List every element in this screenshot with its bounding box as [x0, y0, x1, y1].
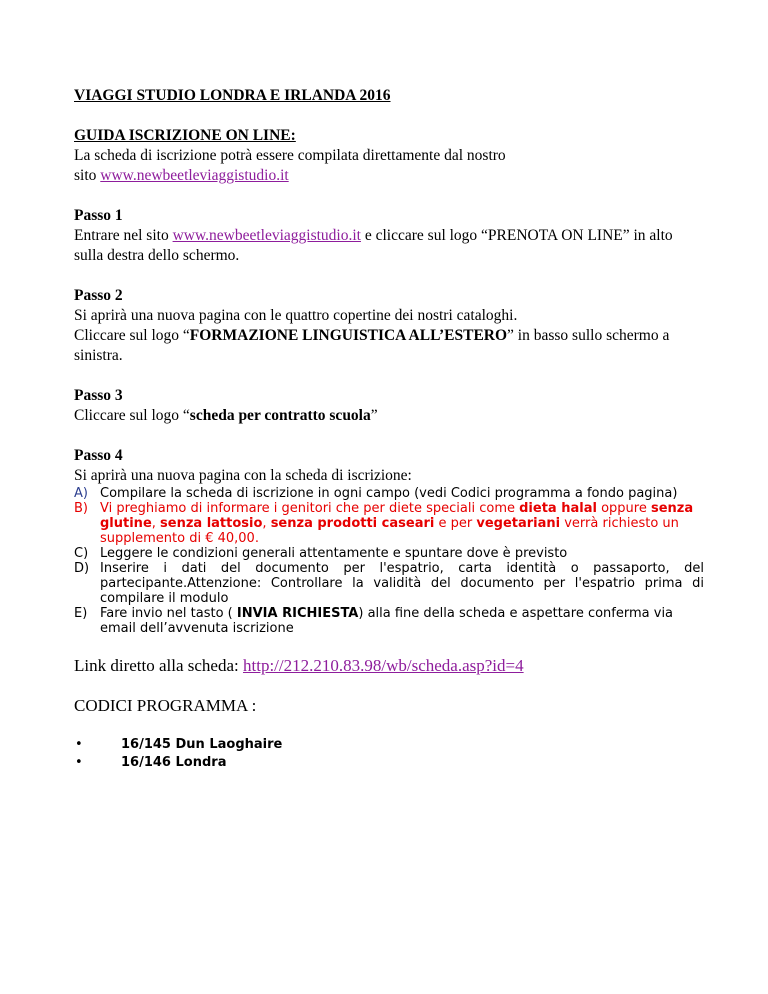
- step-4-intro: Si aprirà una nuova pagina con la scheda di iscrizione:: [74, 467, 412, 484]
- step-3: [74, 386, 704, 426]
- b-text-6: verrà richiesto un supplemento di € 40,00.: [100, 516, 679, 546]
- guide-section: [74, 126, 704, 186]
- step-4-heading: Passo 4: [74, 447, 123, 464]
- list-text-a: Compilare la scheda di iscrizione in ogni campo (vedi Codici programma a fondo pagina): [100, 486, 678, 501]
- list-marker-e: E): [74, 606, 88, 621]
- list-marker-d: D): [74, 561, 90, 576]
- list-text-e: [100, 606, 704, 636]
- step-2: [74, 286, 704, 366]
- e-text-2: ) alla fine della scheda e aspettare conferma via email dell’avvenuta iscrizione: [100, 606, 674, 636]
- list-text-c: Leggere le condizioni generali attentamente e spuntare dove è previsto: [100, 546, 568, 561]
- step-3-suffix: ”: [370, 407, 378, 424]
- document-page: [74, 86, 704, 772]
- list-item-d: [74, 561, 704, 606]
- site-link[interactable]: www.newbeetleviaggistudio.it: [100, 167, 289, 184]
- list-marker-c: C): [74, 546, 89, 561]
- b-text-4: ,: [262, 516, 271, 531]
- guide-line-2-prefix: sito: [74, 167, 101, 184]
- step-2-line-2: [74, 326, 704, 366]
- code-text: 16/146 Londra: [121, 755, 227, 770]
- step-2-suffix: ” in basso sullo schermo a sinistra.: [74, 327, 670, 364]
- codes-heading: CODICI PROGRAMMA :: [74, 696, 257, 715]
- direct-link-line: [74, 656, 704, 676]
- step-1-suffix: e cliccare sul logo “PRENOTA ON LINE” in alto sulla destra dello schermo.: [74, 227, 673, 264]
- b-bold-1: dieta halal: [519, 501, 597, 516]
- step-1-text: [74, 226, 704, 266]
- step-2-line-1: Si aprirà una nuova pagina con le quattro copertine dei nostri cataloghi.: [74, 307, 518, 324]
- step-1-site-link[interactable]: www.newbeetleviaggistudio.it: [172, 227, 361, 244]
- code-item: [74, 754, 704, 772]
- step-4: [74, 446, 704, 636]
- list-item-e: [74, 606, 704, 636]
- e-bold: INVIA RICHIESTA: [236, 606, 359, 621]
- document-title: VIAGGI STUDIO LONDRA E IRLANDA 2016: [74, 87, 391, 104]
- b-text-2: oppure: [596, 501, 651, 516]
- b-text-3: ,: [151, 516, 161, 531]
- b-bold-2: senza glutine: [100, 501, 694, 531]
- step-1: [74, 206, 704, 266]
- b-text-5: e per: [434, 516, 477, 531]
- b-bold-5: vegetariani: [476, 516, 561, 531]
- step-4-list: [74, 486, 704, 636]
- list-text-b: [100, 501, 704, 546]
- list-item-a: [74, 486, 704, 501]
- step-2-prefix: Cliccare sul logo “: [74, 327, 190, 344]
- step-2-bold: FORMAZIONE LINGUISTICA ALL’ESTERO: [189, 327, 508, 344]
- code-text: 16/145 Dun Laoghaire: [121, 737, 283, 752]
- bullet-icon: •: [75, 755, 83, 770]
- list-item-c: [74, 546, 704, 561]
- list-marker-a: A): [74, 486, 88, 501]
- step-3-heading: Passo 3: [74, 387, 123, 404]
- b-text-1: Vi preghiamo di informare i genitori che per diete speciali come: [100, 501, 520, 516]
- b-bold-3: senza lattosio: [160, 516, 263, 531]
- scheda-link[interactable]: http://212.210.83.98/wb/scheda.asp?id=4: [243, 656, 524, 675]
- b-bold-4: senza prodotti caseari: [270, 516, 435, 531]
- step-2-heading: Passo 2: [74, 287, 123, 304]
- list-marker-b: B): [74, 501, 88, 516]
- step-3-bold: scheda per contratto scuola: [189, 407, 371, 424]
- step-3-text: [74, 406, 704, 426]
- list-item-b: [74, 501, 704, 546]
- bullet-icon: •: [75, 737, 83, 752]
- guide-heading: GUIDA ISCRIZIONE ON LINE:: [74, 127, 296, 144]
- code-item: [74, 736, 704, 754]
- list-text-d: Inserire i dati del documento per l'espatrio, carta identità o passaporto, del partecipante.Attenzione: Controllare la validità del documento per l'espatrio prima di compilare il modulo: [100, 561, 704, 606]
- step-3-prefix: Cliccare sul logo “: [74, 407, 190, 424]
- guide-line-1: La scheda di iscrizione potrà essere compilata direttamente dal nostro: [74, 147, 506, 164]
- guide-line-2: [74, 166, 704, 186]
- direct-link-prefix: Link diretto alla scheda:: [74, 656, 243, 675]
- step-1-heading: Passo 1: [74, 207, 123, 224]
- codes-list: [74, 736, 704, 772]
- step-1-prefix: Entrare nel sito: [74, 227, 173, 244]
- e-text-1: Fare invio nel tasto (: [100, 606, 237, 621]
